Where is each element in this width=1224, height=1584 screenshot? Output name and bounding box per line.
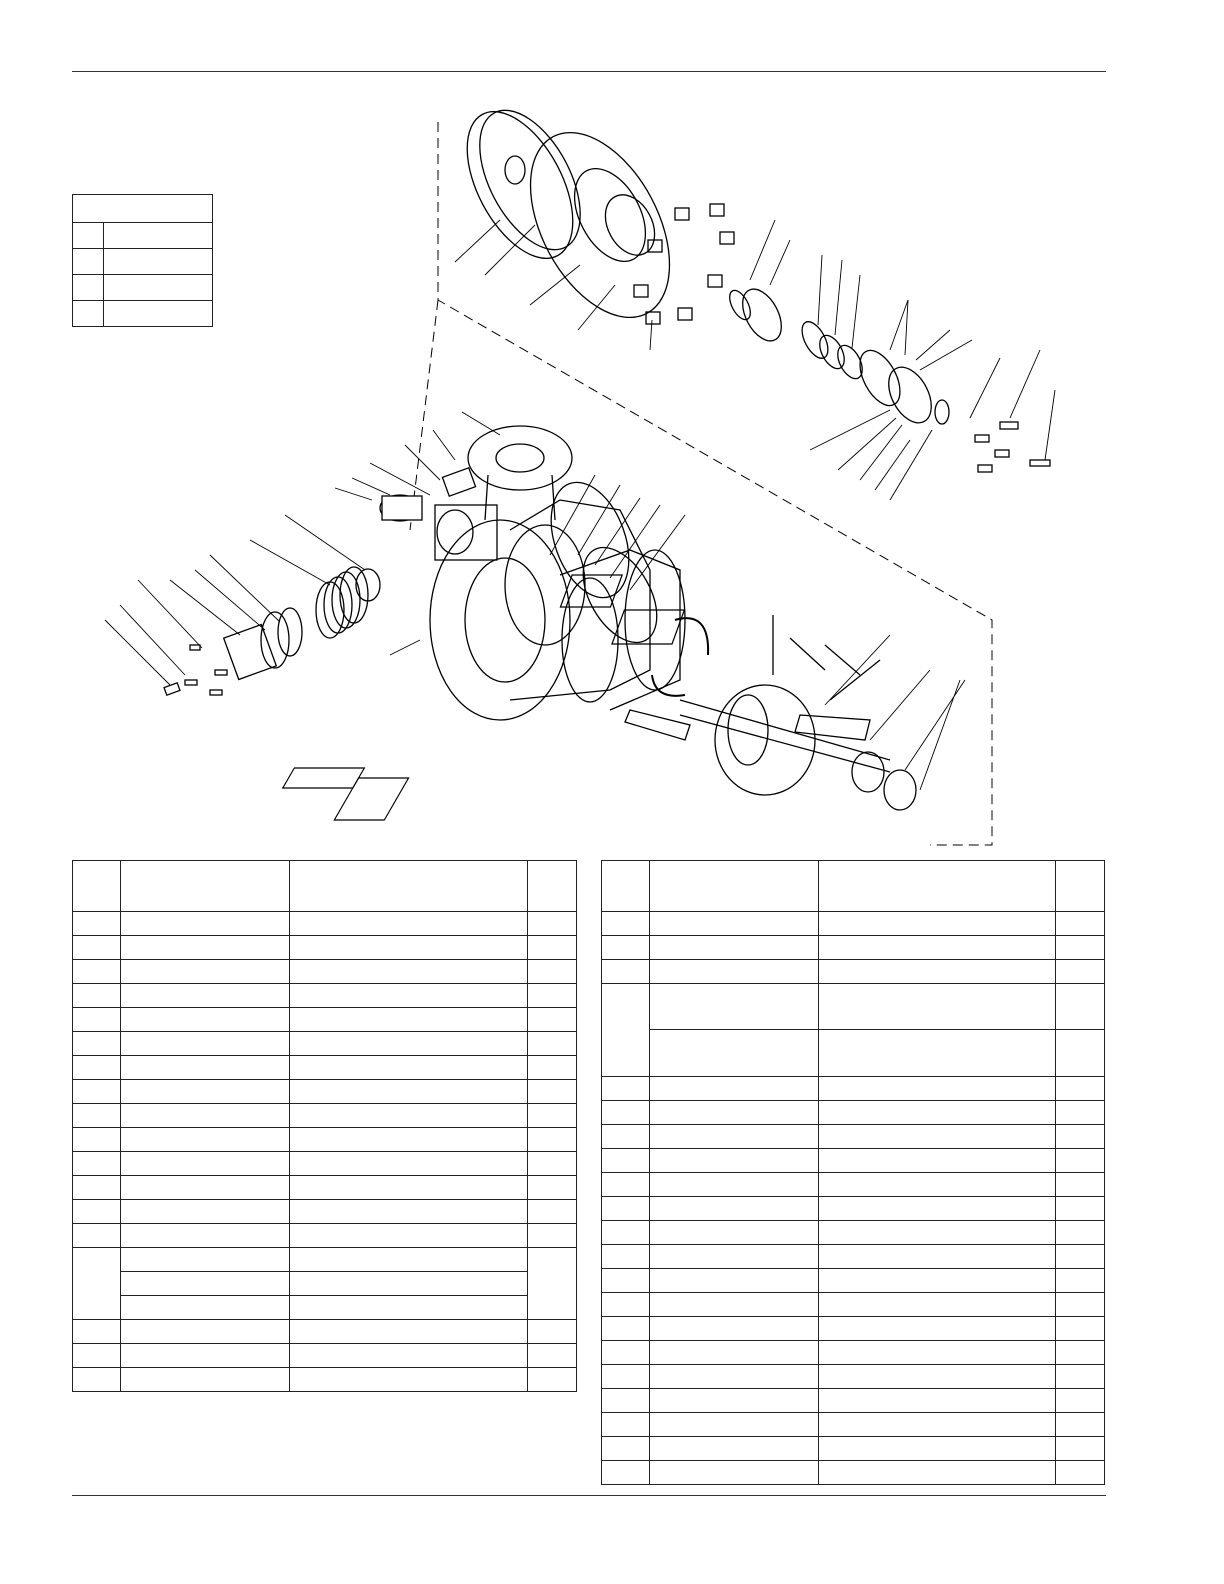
table-row (73, 1296, 577, 1320)
table-cell (1056, 861, 1105, 912)
table-row (73, 1104, 577, 1128)
table-cell (290, 861, 528, 912)
bearing (735, 283, 790, 347)
table-row (602, 936, 1105, 960)
table-row (73, 1248, 577, 1272)
table-cell (73, 861, 121, 912)
table-row (602, 1413, 1105, 1437)
table-row (602, 1269, 1105, 1293)
bottom-rule (72, 1495, 1106, 1496)
table-row (602, 1461, 1105, 1485)
table-row (602, 1437, 1105, 1461)
table-cell (528, 861, 577, 912)
relief-spring (316, 567, 368, 638)
table-row (73, 1320, 577, 1344)
bolts-left (185, 645, 227, 695)
nameplate (442, 468, 475, 496)
table-row (73, 1176, 577, 1200)
table-row (73, 984, 577, 1008)
table-row (602, 1245, 1105, 1269)
seal-assembly (852, 344, 908, 412)
table-row (602, 1341, 1105, 1365)
table-row (602, 1293, 1105, 1317)
table-row (73, 1056, 577, 1080)
table-cell (602, 861, 650, 912)
table-row (73, 1344, 577, 1368)
table-row (73, 1200, 577, 1224)
table-row (73, 1080, 577, 1104)
parts-list-table-right (601, 860, 1105, 1485)
table-row (73, 960, 577, 984)
table-row (602, 1317, 1105, 1341)
table-cell (121, 861, 290, 912)
valve-cover (224, 624, 277, 679)
exploded-parts-drawing (90, 100, 1070, 860)
table-row (73, 936, 577, 960)
table-row (73, 912, 577, 936)
table-cell (819, 861, 1056, 912)
rotor-shaft (680, 685, 890, 795)
bolts-lower-right (975, 422, 1050, 472)
table-row (602, 1101, 1105, 1125)
table-row (602, 1149, 1105, 1173)
table-row (73, 1032, 577, 1056)
head-flange (502, 109, 698, 340)
parts-list-table-left (72, 860, 577, 1392)
table-row (602, 1030, 1105, 1077)
table-row (602, 1197, 1105, 1221)
table-row (73, 1008, 577, 1032)
table-row (602, 984, 1105, 1030)
table-row (73, 1128, 577, 1152)
table-row (73, 1368, 577, 1392)
table-row (73, 1272, 577, 1296)
table-row (73, 1152, 577, 1176)
table-row (602, 1221, 1105, 1245)
table-row (602, 960, 1105, 984)
table-row (602, 1173, 1105, 1197)
table-row (602, 1077, 1105, 1101)
table-row (602, 1389, 1105, 1413)
top-rule (72, 71, 1106, 72)
bolts-upper (634, 204, 734, 324)
table-row (73, 1224, 577, 1248)
table-row (602, 912, 1105, 936)
table-cell (650, 861, 819, 912)
top-flange (468, 426, 572, 490)
table-row (602, 1365, 1105, 1389)
table-row (602, 1125, 1105, 1149)
gasket-ring (445, 100, 594, 275)
